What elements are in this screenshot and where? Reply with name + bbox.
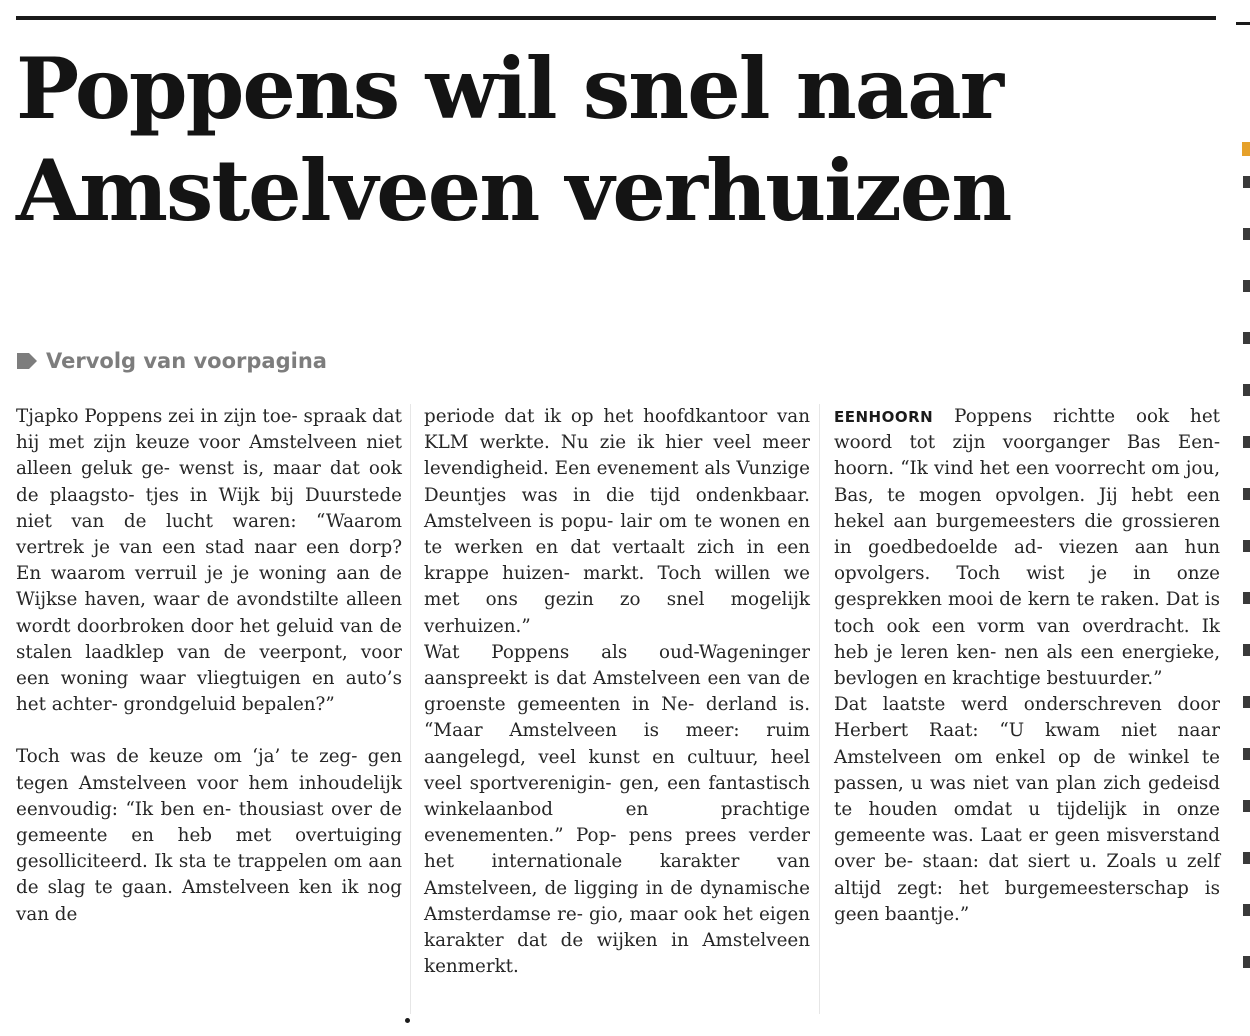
- paragraph: [834, 404, 1220, 692]
- paragraph-text: Poppens richtte ook het woord tot zijn voorganger Bas Een- hoorn. “Ik vind het een voorrecht om jou, Bas, te mogen opvolgen. Jij hebt een hekel aan burgemeesters die grossieren in goedbedoelde ad- viezen aan hun opvolgers. Toch wist je in onze gesprekken mooi de kern te raken. Dat is toch ook een vorm van overdracht. Ik heb je leren ken- nen als een energieke, bevlogen en krachtige bestuurder.”: [834, 406, 1220, 690]
- adjacent-text-fragment: [1243, 904, 1250, 916]
- adjacent-text-fragment: [1243, 696, 1250, 708]
- adjacent-rule: [1236, 22, 1250, 25]
- adjacent-text-fragment: [1243, 176, 1250, 188]
- adjacent-text-fragment: [1243, 488, 1250, 500]
- headline: [16, 38, 1216, 242]
- adjacent-text-fragment: [1243, 332, 1250, 344]
- adjacent-text-fragment: [1243, 748, 1250, 760]
- top-rule: [16, 16, 1216, 20]
- adjacent-text-fragment: [1243, 956, 1250, 968]
- column-divider: [410, 404, 411, 1014]
- paragraph: Toch was de keuze om ‘ja’ te zeg- gen tegen Amstelveen voor hem inhoudelijk eenvoudig: “Ik ben en- thousiast over de gemeente en heb met overtuiging gesolliciteerd. Ik sta te trappelen om aan de slag te gaan. Amstelveen ken ik nog van de: [16, 746, 402, 925]
- paragraph: Dat laatste werd onderschreven door Herbert Raat: “U kwam niet naar Amstelveen om enkel op de winkel te passen, u was niet van plan zich gedeisd te houden omdat u tijdelijk in onze gemeente was. Laat er geen misverstand over be- staan: dat siert u. Zoals u zelf altijd zegt: het burgemeesterschap is geen baantje.”: [834, 694, 1220, 925]
- article-column-2: [424, 404, 810, 980]
- kicker-label: Vervolg van voorpagina: [46, 349, 327, 373]
- adjacent-text-fragment: [1243, 436, 1250, 448]
- adjacent-text-fragment: [1243, 280, 1250, 292]
- headline-line-1: Poppens wil snel naar: [16, 39, 1002, 138]
- column-divider: [819, 404, 820, 1014]
- adjacent-article-edge: [1236, 0, 1250, 1036]
- section-run-in: EENHOORN: [834, 408, 934, 426]
- paragraph: periode dat ik op het hoofdkantoor van KLM werkte. Nu zie ik hier veel meer levendigheid. Een evenement als Vunzige Deuntjes was in die tijd ondenkbaar. Amstelveen is popu- lair om te wonen en te werken en dat vertaalt zich in een krappe huizen- markt. Toch willen we met ons gezin zo snel mogelijk verhuizen.”: [424, 406, 810, 637]
- adjacent-text-fragment: [1243, 852, 1250, 864]
- adjacent-text-fragment: [1243, 540, 1250, 552]
- adjacent-text-fragment: [1243, 592, 1250, 604]
- paragraph: Tjapko Poppens zei in zijn toe- spraak dat hij met zijn keuze voor Amstelveen niet alleen geluk ge- wenst is, maar dat ook de plaagsto- tjes in Wijk bij Duurstede niet van de lucht waren: “Waarom vertrek je van een stad naar een dorp? En waarom verruil je je woning aan de Wijkse haven, waar de avondstilte alleen wordt doorbroken door het geluid van de stalen laadklep van de veerpont, voor een woning waar vliegtuigen en auto’s het achter- grondgeluid bepalen?”: [16, 406, 403, 716]
- article-column-1: [16, 404, 402, 928]
- article-column-3: [834, 404, 1220, 928]
- continued-from-front-kicker: [16, 346, 327, 376]
- adjacent-text-fragment: [1243, 644, 1250, 656]
- adjacent-text-fragment: [1243, 384, 1250, 396]
- paragraph: Wat Poppens als oud-Wageninger aanspreekt is dat Amstelveen een van de groenste gemeenten in Ne- derland is. “Maar Amstelveen is meer: ruim aangelegd, veel kunst en cultuur, heel veel sportverenigin- gen, een fantastisch winkelaanbod en prachtige evenementen.” Pop- pens prees verder het internationale karakter van Amstelveen, de ligging in de dynamische Amsterdamse re- gio, maar ook het eigen karakter dat de wijken in Amstelveen kenmerkt.: [424, 641, 810, 978]
- page-dot: [405, 1018, 410, 1023]
- headline-line-2: Amstelveen verhuizen: [16, 141, 1011, 240]
- adjacent-text-fragment: [1243, 800, 1250, 812]
- arrow-tag-icon: [16, 350, 38, 372]
- adjacent-text-fragment: [1243, 228, 1250, 240]
- adjacent-accent-mark: [1242, 142, 1250, 156]
